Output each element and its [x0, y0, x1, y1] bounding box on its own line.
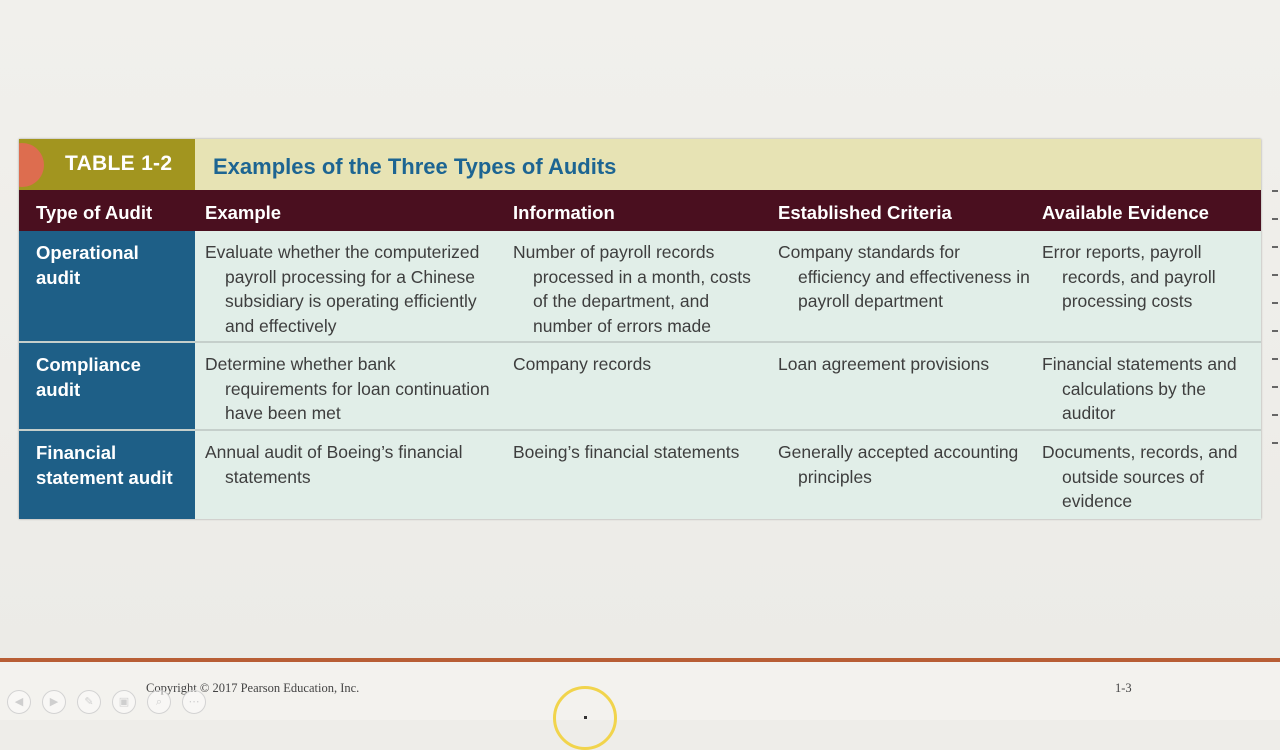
audit-types-table — [19, 139, 1261, 519]
row-type-cell — [19, 343, 195, 429]
information-cell: Number of payroll records processed in a month, costs of the department, and number of errors made — [513, 242, 751, 336]
example-cell: Annual audit of Boeing’s financial statements — [205, 442, 463, 487]
tag-circle-decoration — [19, 143, 44, 187]
information-cell: Boeing’s financial statements — [513, 442, 740, 462]
slide-number: 1-3 — [1115, 681, 1132, 695]
row-type-label: Financial statement audit — [36, 442, 173, 488]
table-row — [19, 343, 1261, 429]
header-information: Information — [513, 202, 615, 223]
example-cell: Evaluate whether the computerized payroll processing for a Chinese subsidiary is operating efficiently and effectively — [205, 242, 480, 336]
table-number: TABLE 1-2 — [65, 152, 173, 175]
evidence-cell: Financial statements and calculations by the auditor — [1042, 354, 1237, 423]
more-icon[interactable]: ⋯ — [182, 690, 206, 714]
copyright-text: Copyright © 2017 Pearson Education, Inc. — [146, 681, 360, 695]
example-cell: Determine whether bank requirements for loan continuation have been met — [205, 354, 490, 423]
header-example: Example — [205, 202, 282, 223]
row-type-label: Compliance audit — [36, 354, 141, 400]
information-cell: Company records — [513, 354, 652, 374]
header-type-of-audit: Type of Audit — [36, 202, 153, 223]
table-title-bar — [19, 139, 1261, 190]
table-header-row — [19, 190, 1261, 231]
next-icon[interactable]: ▶ — [42, 690, 66, 714]
row-type-label: Operational audit — [36, 242, 139, 288]
table-row — [19, 231, 1261, 341]
criteria-cell: Generally accepted accounting principles — [778, 442, 1019, 487]
evidence-cell: Error reports, payroll records, and payroll processing costs — [1042, 242, 1216, 311]
previous-icon[interactable]: ◀ — [7, 690, 31, 714]
row-type-cell — [19, 231, 195, 341]
pen-icon[interactable]: ✎ — [77, 690, 101, 714]
table-row — [19, 431, 1261, 519]
table-title: Examples of the Three Types of Audits — [213, 154, 617, 179]
edge-marks — [1272, 190, 1280, 470]
criteria-cell: Company standards for efficiency and effectiveness in payroll department — [778, 242, 1030, 311]
mouse-pointer-icon — [584, 716, 587, 719]
evidence-cell: Documents, records, and outside sources of evidence — [1042, 442, 1238, 511]
zoom-icon[interactable]: ⌕ — [147, 690, 171, 714]
header-established-criteria: Established Criteria — [778, 202, 952, 223]
table-number-tag — [19, 139, 195, 190]
row-type-cell — [19, 431, 195, 519]
header-available-evidence: Available Evidence — [1042, 202, 1209, 223]
slides-icon[interactable]: ▣ — [112, 690, 136, 714]
criteria-cell: Loan agreement provisions — [778, 354, 990, 374]
